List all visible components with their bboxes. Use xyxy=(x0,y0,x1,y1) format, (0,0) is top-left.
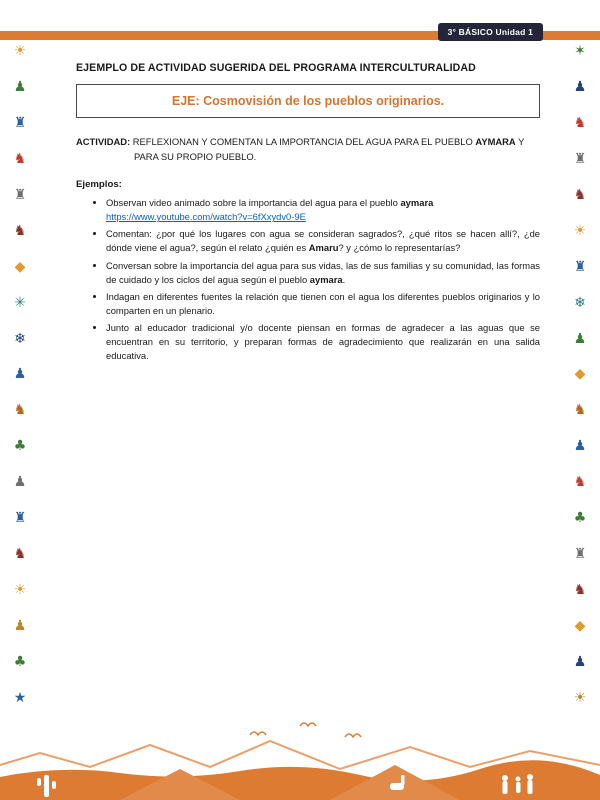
person-icon: ♟ xyxy=(573,653,587,670)
sun-icon: ☀ xyxy=(573,222,587,239)
actividad-text-pre: REFLEXIONAN Y COMENTAN LA IMPORTANCIA DEL AGUA PARA EL PUEBLO xyxy=(130,136,476,147)
actividad-bold-term: AYMARA xyxy=(475,136,516,147)
bullet-bold-term: Amaru xyxy=(308,242,339,254)
bullet-indagan xyxy=(106,290,540,318)
llama-icon: ♞ xyxy=(13,402,27,419)
bullet-text: Comentan: ¿por qué los lugares con agua se consideran sagrados?, ¿qué ritos se hacen allí?, ¿de dónde viene el agua?, según el relato ¿quién es xyxy=(106,228,540,254)
person-icon: ♟ xyxy=(13,474,27,491)
eje-box xyxy=(76,84,540,118)
plant-icon: ♣ xyxy=(573,510,587,527)
condor-icon: ♞ xyxy=(573,186,587,203)
person-icon: ♟ xyxy=(13,366,27,383)
bullet-text: Observan video animado sobre la importancia del agua para el pueblo xyxy=(106,197,401,209)
sun-icon: ☀ xyxy=(13,582,27,599)
star-icon: ✳ xyxy=(14,294,26,311)
right-pictogram-strip xyxy=(567,44,593,705)
footer-landscape-illustration xyxy=(0,715,600,800)
bullet-text-post: ? y ¿cómo lo representarías? xyxy=(338,242,461,254)
bullet-comentan xyxy=(106,227,540,255)
person-icon: ♟ xyxy=(13,78,27,95)
snowflake-icon: ❄ xyxy=(574,294,586,311)
bullet-bold-term: aymara xyxy=(309,273,343,285)
fox-icon: ♞ xyxy=(13,150,27,167)
bullet-observan-video xyxy=(106,196,540,224)
birds-icon xyxy=(250,732,266,735)
bullet-text: Indagan en diferentes fuentes la relación que tienen con el agua los diferentes pueblos originarios y lo comparten en un plenario. xyxy=(106,290,540,316)
fox-icon: ♞ xyxy=(573,474,587,491)
condor-icon: ♞ xyxy=(13,222,27,239)
bullet-bold-term: aymara xyxy=(400,197,434,209)
fox-icon: ♞ xyxy=(573,114,587,131)
people-icons xyxy=(502,774,533,794)
condor-icon: ♞ xyxy=(13,546,27,563)
totem-icon: ♜ xyxy=(13,186,27,203)
ejemplos-label: Ejemplos: xyxy=(76,179,122,191)
diamond-icon: ◆ xyxy=(574,366,586,383)
main-content xyxy=(76,62,540,366)
birds-icon xyxy=(300,723,316,726)
bullet-text: Conversan sobre la importancia del agua para sus vidas, las de sus familias y su comunidad, las formas de cuidado y los ciclos del agua según el pueblo xyxy=(106,259,540,285)
llama-icon: ♞ xyxy=(573,402,587,419)
diamond-icon: ◆ xyxy=(574,618,586,634)
ejemplos-list xyxy=(76,196,540,363)
star-icon: ★ xyxy=(13,689,27,706)
left-pictogram-strip xyxy=(7,44,33,705)
eje-heading: EJE: Cosmovisión de los pueblos originarios. xyxy=(171,94,445,108)
plant-icon: ♣ xyxy=(13,438,27,455)
diamond-icon: ◆ xyxy=(14,258,26,275)
bullet-conversan xyxy=(106,259,540,287)
actividad-label: ACTIVIDAD: xyxy=(76,136,131,147)
actividad-text-post: Y PARA SU PROPIO PUEBLO. xyxy=(134,136,525,162)
condor-icon: ♞ xyxy=(573,582,587,599)
bullet-text: Junto al educador tradicional y/o docente piensan en formas de agradecer a las aguas que se encuentran en su territorio, y preparan formas de agradecimiento que realizarán en una salida educativa. xyxy=(106,322,540,362)
grade-unit-badge: 3° BÁSICO Unidad 1 xyxy=(438,23,543,41)
page-title: EJEMPLO DE ACTIVIDAD SUGERIDA DEL PROGRAMA INTERCULTURALIDAD xyxy=(76,62,476,74)
person-icon: ♟ xyxy=(13,618,27,634)
birds-icon xyxy=(345,734,361,737)
sun-icon: ☀ xyxy=(13,43,27,59)
plant-icon: ♣ xyxy=(13,653,27,670)
totem-icon: ♜ xyxy=(13,510,27,527)
snowflake-icon: ❄ xyxy=(14,330,26,347)
sun-icon: ☀ xyxy=(573,689,587,706)
youtube-link[interactable]: https://www.youtube.com/watch?v=6fXxydv0-9E xyxy=(106,211,306,223)
person-icon: ♟ xyxy=(573,78,587,95)
actividad-paragraph xyxy=(76,135,540,164)
totem-icon: ♜ xyxy=(573,150,587,167)
totem-icon: ♜ xyxy=(13,114,27,131)
totem-icon: ♜ xyxy=(573,258,587,275)
person-icon: ♟ xyxy=(573,438,587,455)
bullet-text-post: . xyxy=(342,273,346,285)
footer-landscape-svg xyxy=(0,715,600,800)
bullet-educador xyxy=(106,321,540,363)
totem-icon: ♜ xyxy=(573,546,587,563)
person-icon: ♟ xyxy=(573,330,587,347)
star-icon: ✶ xyxy=(574,43,586,59)
